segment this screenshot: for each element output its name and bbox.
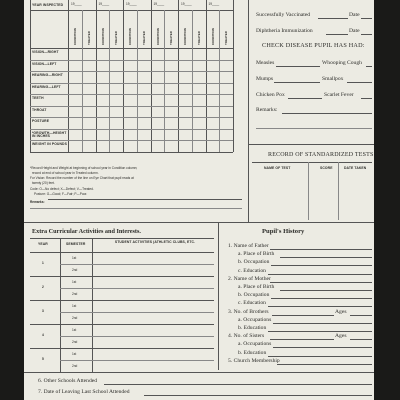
semester-cell: 1st <box>72 328 77 332</box>
col-activities: STUDENT ACTIVITIES (ATHLETIC CLUBS, ETC. <box>114 240 196 244</box>
col-semester: SEMESTER <box>66 242 86 246</box>
history-item: a. Place of Birth <box>238 251 275 258</box>
row-label: POSTURE <box>32 119 50 123</box>
grid-rule <box>192 10 193 152</box>
note-line: Posture: G—Good; F—Fair; P—Poor. <box>34 191 88 196</box>
ages-line <box>350 339 372 340</box>
row-label: *GROWTH—HEIGHT IN INCHES <box>32 130 67 139</box>
remarks-line <box>282 113 372 114</box>
semester-cell: 1st <box>72 280 77 284</box>
table-rule <box>60 238 61 372</box>
tests-col-divider <box>338 162 339 220</box>
grid-rule <box>30 152 233 153</box>
history-fill-line <box>280 257 372 258</box>
table-rule <box>30 324 214 325</box>
grid-rule <box>233 0 234 152</box>
table-rule <box>60 312 214 313</box>
grid-rule <box>82 10 83 152</box>
history-fill-line <box>268 306 372 307</box>
history-fill-line <box>268 274 372 275</box>
remarks-line <box>256 128 372 129</box>
grid-rule <box>30 106 233 107</box>
year-mark: 19____ <box>71 2 82 6</box>
table-rule <box>60 360 214 361</box>
grid-rule <box>30 10 233 11</box>
history-fill-line <box>277 364 372 365</box>
grid-rule <box>30 129 233 130</box>
history-item: b. Occupation <box>238 259 270 266</box>
col-subhead: CONDITION <box>155 28 160 45</box>
table-rule <box>60 336 214 337</box>
semester-cell: 1st <box>72 304 77 308</box>
history-fill-line <box>270 339 334 340</box>
ages-label: Ages <box>335 308 347 315</box>
remarks-line <box>48 199 242 200</box>
history-fill-line <box>273 347 372 348</box>
ages-line <box>350 315 372 316</box>
grid-rule <box>164 10 165 152</box>
immunization-label: Diphtheria Immunization <box>256 28 313 34</box>
col-year: YEAR <box>38 242 48 246</box>
history-fill-line <box>273 323 372 324</box>
section-rule <box>24 372 374 373</box>
year-mark: 19____ <box>208 2 220 6</box>
tests-col-score: SCORE <box>320 166 333 170</box>
note-line: record at end of school year in Treated column. <box>32 170 99 175</box>
other-schools-line <box>104 384 372 385</box>
date-leaving-label: 7. Date of Leaving Last School Attended <box>38 389 130 395</box>
vaccinated-label: Successfully Vaccinated <box>256 12 311 18</box>
year-mark: 19____ <box>98 2 110 6</box>
scarlet-line <box>361 98 372 99</box>
col-subhead: TREATED <box>86 31 91 45</box>
history-item: 5. Church Membership <box>228 357 280 364</box>
tests-col-name: NAME OF TEST <box>264 166 291 170</box>
col-subhead: TREATED <box>169 31 174 45</box>
whooping-line <box>366 66 372 67</box>
smallpox-label: Smallpox <box>322 76 344 82</box>
note-line: For Vision: Record the number of the line on Eye Chart that pupil reads at <box>30 176 134 181</box>
col-subhead: CONDITION <box>73 28 77 45</box>
measles-line <box>276 66 320 67</box>
measles-label: Measles <box>256 60 275 66</box>
grid-rule <box>30 140 233 141</box>
history-fill-line <box>268 356 372 357</box>
table-rule <box>30 300 214 301</box>
semester-cell: 2nd <box>72 316 78 320</box>
grid-rule <box>30 94 233 95</box>
extra-curricular-heading: Extra Curricular Activities and Interests. <box>32 228 141 235</box>
history-item: 1. Name of Father <box>228 243 269 249</box>
year-cell: 3 <box>42 309 44 313</box>
tests-heading: RECORD OF STANDARDIZED TESTS <box>268 152 374 158</box>
col-subhead: TREATED <box>224 31 229 45</box>
row-label: HEARING—LEFT <box>32 84 61 89</box>
semester-cell: 2nd <box>72 340 78 344</box>
column-divider <box>218 222 219 370</box>
table-rule <box>92 238 93 372</box>
tests-col-divider <box>308 162 309 220</box>
history-item: c. Education <box>238 300 266 307</box>
check-disease-heading: CHECK DISEASE PUPIL HAS HAD: <box>262 42 365 49</box>
column-divider <box>248 0 249 222</box>
section-rule <box>24 222 374 223</box>
table-rule <box>30 348 214 349</box>
history-item: a. Place of Birth <box>238 284 275 290</box>
smallpox-line <box>347 82 372 83</box>
year-inspected-label: YEAR INSPECTED <box>32 3 64 7</box>
semester-cell: 1st <box>72 352 77 356</box>
note-line: Code: O—No defect; X—Defect; V—Treated. <box>30 187 94 192</box>
history-item: b. Occupation <box>238 292 270 299</box>
record-card <box>24 0 374 400</box>
immunization-line <box>326 34 348 35</box>
grid-rule <box>30 117 233 118</box>
chicken-pox-label: Chicken Pox <box>256 92 285 98</box>
col-subhead: CONDITION <box>183 28 187 45</box>
row-label: TEETH <box>32 96 44 100</box>
row-label: WEIGHT IN POUNDS <box>32 142 67 146</box>
year-cell: 2 <box>42 285 44 289</box>
remarks-label: Remarks: <box>256 107 278 113</box>
semester-cell: 2nd <box>72 364 78 368</box>
date-leaving-line <box>144 395 372 396</box>
tests-header-rule <box>252 162 372 163</box>
history-fill-line <box>271 298 372 299</box>
date-line <box>361 34 372 35</box>
history-fill-line <box>270 249 372 250</box>
pupils-history-heading: Pupil's History <box>262 228 305 235</box>
grid-rule <box>30 48 233 49</box>
grid-rule <box>30 83 233 84</box>
history-item: b. Education <box>238 325 267 331</box>
col-subhead: TREATED <box>141 31 146 45</box>
col-subhead: TREATED <box>114 31 119 45</box>
table-rule <box>30 238 214 239</box>
table-rule <box>60 264 214 265</box>
tests-top-rule <box>248 144 374 145</box>
history-item: b. Education <box>238 349 267 356</box>
remarks-line <box>30 208 242 209</box>
history-item: a. Occupations <box>238 316 272 323</box>
date-line <box>361 18 372 19</box>
history-item: c. Education <box>238 267 266 274</box>
history-fill-line <box>270 282 372 283</box>
row-label: VISION—LEFT <box>32 61 57 66</box>
grid-remarks-label: Remarks: <box>30 199 45 204</box>
col-subhead: CONDITION <box>128 28 132 45</box>
semester-cell: 1st <box>72 256 77 260</box>
year-cell: 4 <box>42 333 44 337</box>
history-fill-line <box>268 331 372 332</box>
grid-rule <box>30 60 233 61</box>
table-rule <box>30 276 214 277</box>
year-cell: 1 <box>42 261 44 265</box>
date-label: Date <box>349 28 360 34</box>
ages-label: Ages <box>335 333 347 340</box>
history-fill-line <box>272 315 334 316</box>
history-item: a. Occupations <box>238 341 272 348</box>
other-schools-label: 6. Other Schools Attended <box>38 378 98 384</box>
grid-rule <box>137 10 138 152</box>
row-label: THROAT <box>32 107 47 112</box>
scarlet-fever-label: Scarlet Fever <box>324 92 354 98</box>
vaccinated-line <box>318 18 348 19</box>
semester-cell: 2nd <box>72 292 78 296</box>
chicken-pox-line <box>288 98 322 99</box>
grid-rule <box>219 10 220 152</box>
history-item: 4. No. of Sisters <box>228 333 265 340</box>
year-mark: 19____ <box>181 2 192 6</box>
history-fill-line <box>271 265 372 266</box>
year-mark: 19____ <box>126 2 137 6</box>
row-label: HEARING—RIGHT <box>32 73 63 77</box>
history-item: 3. No. of Brothers <box>228 308 269 315</box>
semester-cell: 2nd <box>72 268 78 272</box>
note-line: *Record Height and Weight at beginning of school year in Condition column; <box>30 166 138 170</box>
date-label: Date <box>349 12 360 18</box>
whooping-cough-label: Whooping Cough <box>322 60 362 66</box>
history-item: 2. Name of Mother <box>228 275 271 282</box>
grid-rule <box>109 10 110 152</box>
year-cell: 5 <box>42 357 44 361</box>
mumps-label: Mumps <box>256 76 274 82</box>
table-rule <box>60 288 214 289</box>
mumps-line <box>274 82 320 83</box>
table-rule <box>30 252 214 253</box>
note-line: twenty (20) feet. <box>32 180 55 185</box>
year-mark: 19____ <box>153 2 165 6</box>
history-fill-line <box>280 290 372 291</box>
grid-rule <box>30 71 233 72</box>
col-subhead: CONDITION <box>100 28 105 45</box>
col-subhead: CONDITION <box>210 28 215 45</box>
col-subhead: TREATED <box>196 31 201 45</box>
tests-col-date: DATE TAKEN <box>344 166 367 170</box>
row-label: VISION—RIGHT <box>32 50 59 54</box>
